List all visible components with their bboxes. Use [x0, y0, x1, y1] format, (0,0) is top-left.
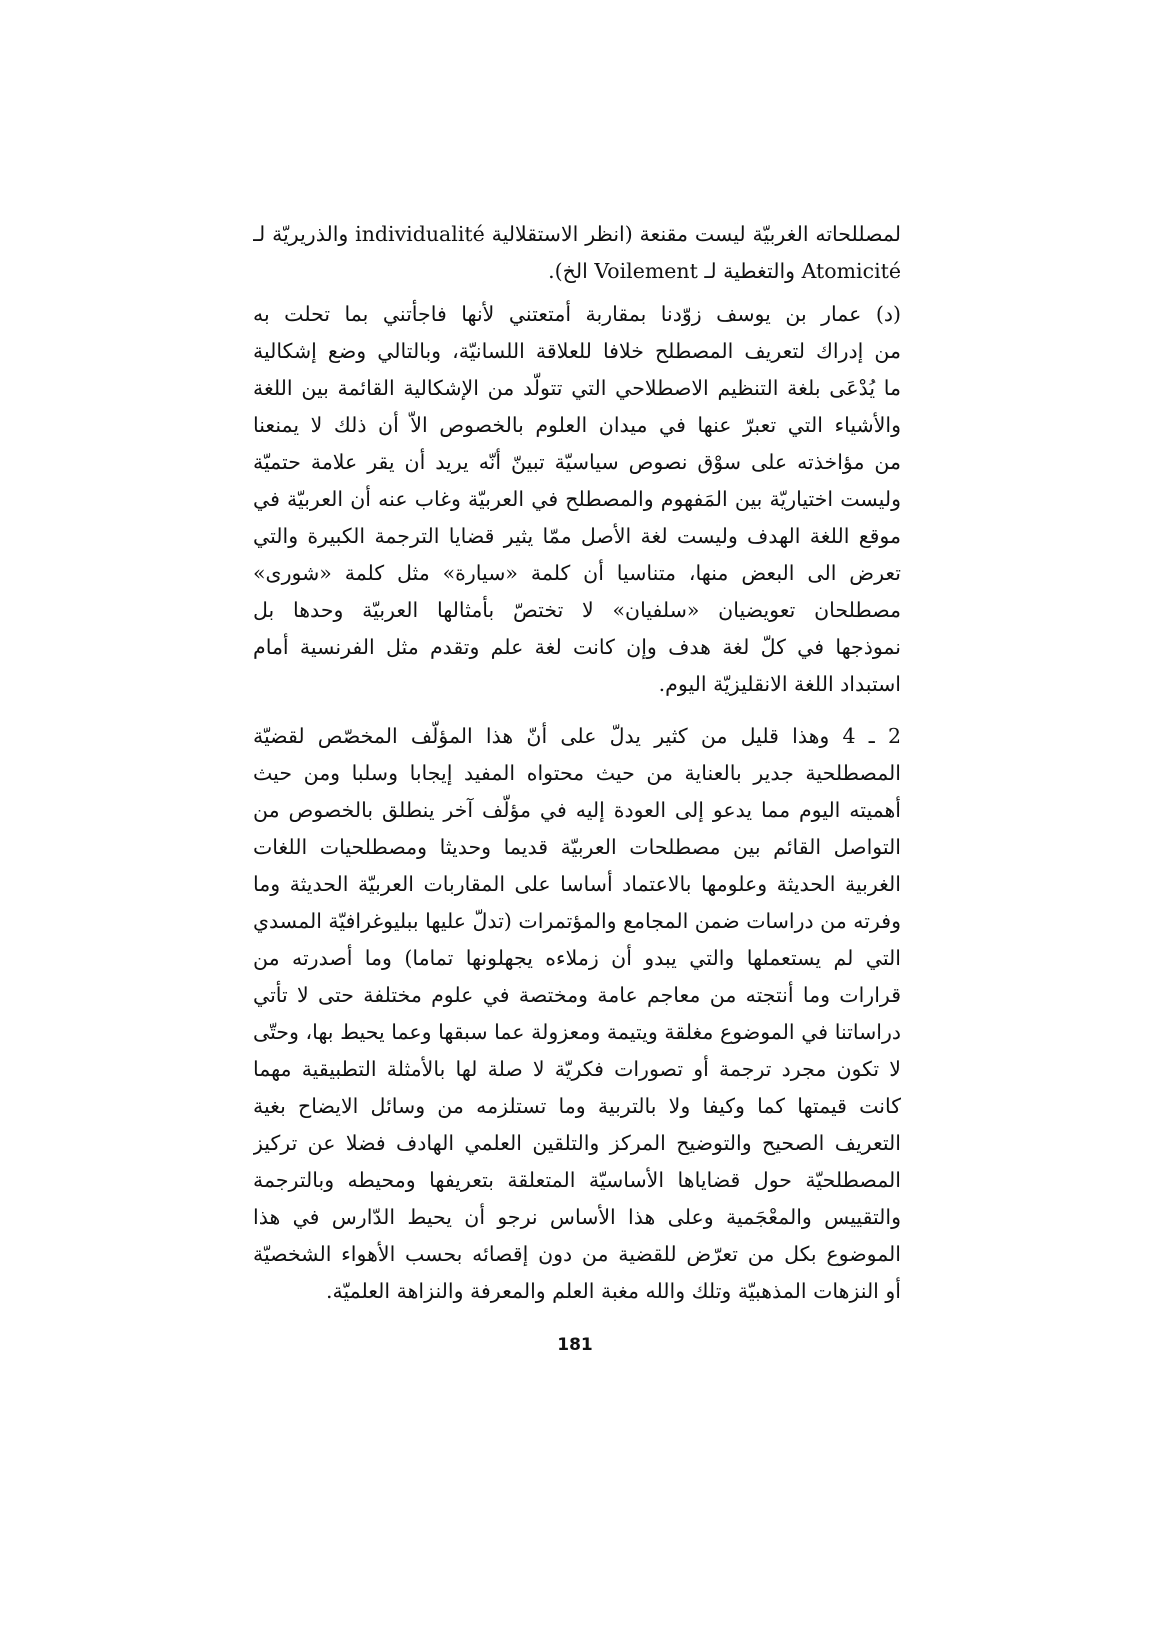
text-line: التي لم يستعملها والتي يبدو أن زملاءه يجهلونها تماما) وما أصدرته من: [253, 946, 901, 970]
text-line: الموضوع بكل من تعرّض للقضية من دون إقصائه بحسب الأهواء الشخصيّة: [253, 1242, 901, 1266]
text-line: من إدراك لتعريف المصطلح خلافا للعلاقة اللسانيّة، وبالتالي وضع إشكالية: [253, 339, 901, 363]
text-line: لا تكون مجرد ترجمة أو تصورات فكريّة لا صلة لها بالأمثلة التطبيقية مهما: [253, 1057, 901, 1081]
text-line: تعرض الى البعض منها، متناسيا أن كلمة «سيارة» مثل كلمة «شورى»: [253, 561, 901, 585]
text-line: وفرته من دراسات ضمن المجامع والمؤتمرات (تدلّ عليها ببليوغرافيّة المسدي: [253, 909, 901, 933]
text-line: أهميته اليوم مما يدعو إلى العودة إليه في مؤلّف آخر ينطلق بالخصوص من: [253, 798, 901, 822]
text-line: وليست اختياريّة بين المَفهوم والمصطلح في العربيّة وغاب عنه أن العربيّة في: [253, 487, 901, 511]
page-number: 181: [557, 1335, 593, 1355]
text-line: لمصللحاته الغربيّة ليست مقنعة (انظر الاستقلالية individualité والذريريّة لـ: [253, 222, 901, 246]
text-line: أو النزهات المذهبيّة وتلك والله مغبة العلم والمعرفة والنزاهة العلميّة.: [325, 1279, 901, 1303]
text-line: كانت قيمتها كما وكيفا ولا بالتربية وما تستلزمه من وسائل الايضاح بغية: [253, 1094, 901, 1118]
text-line: (د) عمار بن يوسف زوّدنا بمقاربة أمتعتني لأنها فاجأتني بما تحلت به: [253, 302, 901, 326]
text-line: من مؤاخذته على سوْق نصوص سياسيّة تبينّ أنّه يريد أن يقر علامة حتميّة: [253, 450, 901, 474]
text-line: استبداد اللغة الانقليزيّة اليوم.: [658, 672, 901, 696]
text-line: ما يُدْعَى بلغة التنظيم الاصطلاحي التي تتولّد من الإشكالية القائمة بين اللغة: [253, 376, 901, 400]
text-line: الغربية الحديثة وعلومها بالاعتماد أساسا على المقاربات العربيّة الحديثة وما: [253, 872, 901, 896]
text-line: قرارات وما أنتجته من معاجم عامة ومختصة في علوم مختلفة حتى لا تأتي: [253, 983, 901, 1007]
text-line: نموذجها في كلّ لغة هدف وإن كانت لغة علم وتقدم مثل الفرنسية أمام: [253, 635, 901, 659]
text-line: Atomicité والتغطية لـ Voilement الخ).: [548, 259, 901, 283]
text-line: التواصل القائم بين مصطلحات العربيّة قديما وحديثا ومصطلحيات اللغات: [253, 835, 901, 859]
text-line: المصطلحية جدير بالعناية من حيث محتواه المفيد إيجابا وسلبا ومن حيث: [253, 761, 901, 785]
text-line: المصطلحيّة حول قضاياها الأساسيّة المتعلقة بتعريفها ومحيطه وبالترجمة: [253, 1168, 901, 1192]
section-2-4-paragraph: [253, 718, 901, 1310]
text-line: 2 ـ 4 وهذا قليل من كثير يدلّ على أنّ هذا المؤلّف المخصّص لقضيّة: [253, 724, 901, 748]
text-line: والتقييس والمعْجَمية وعلى هذا الأساس نرجو أن يحيط الدّارس في هذا: [253, 1205, 901, 1229]
text-line: دراساتنا في الموضوع مغلقة ويتيمة ومعزولة عما سبقها وعما يحيط بها، وحتّى: [253, 1020, 901, 1044]
paragraph-d: [253, 296, 901, 703]
text-line: والأشياء التي تعبرّ عنها في ميدان العلوم بالخصوص الاّ أن ذلك لا يمنعنا: [253, 413, 901, 437]
text-line: التعريف الصحيح والتوضيح المركز والتلقين العلمي الهادف فضلا عن تركيز: [253, 1131, 901, 1155]
text-line: مصطلحان تعويضيان «سلفيان» لا تختصّ بأمثالها العربيّة وحدها بل: [253, 598, 901, 622]
continuation-paragraph: [253, 216, 901, 290]
text-line: موقع اللغة الهدف وليست لغة الأصل ممّا يثير قضايا الترجمة الكبيرة والتي: [253, 524, 901, 548]
